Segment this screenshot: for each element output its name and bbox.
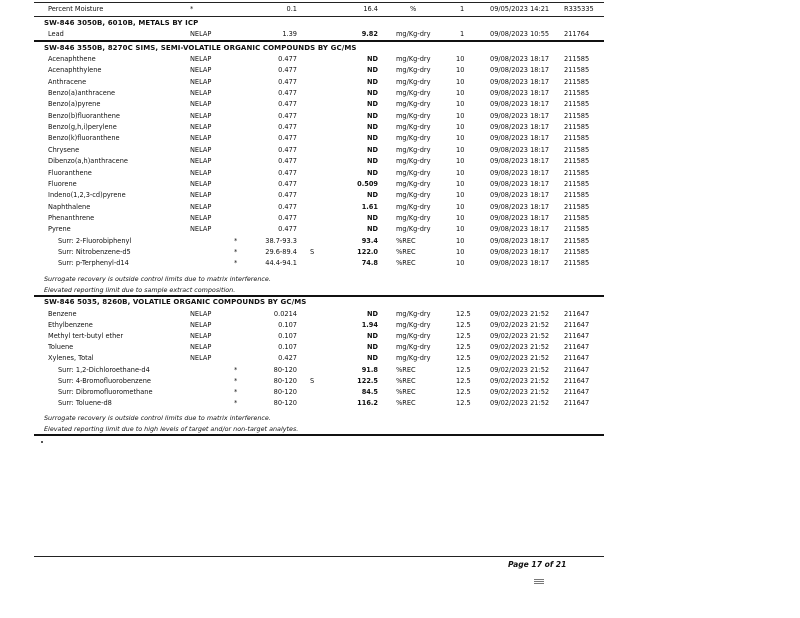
analyte-name: Ethylbenzene [48, 321, 93, 330]
analyte-name: Surr: 1,2-Dichloroethane-d4 [58, 365, 150, 374]
batch-id: 211585 [564, 191, 590, 200]
certification: * [234, 376, 238, 385]
certification: NELAP [190, 111, 212, 120]
certification: NELAP [190, 77, 212, 86]
dilution: 12.5 [456, 343, 471, 352]
result: 0.509 [357, 179, 378, 188]
analysis-date: 09/02/2023 21:52 [490, 354, 550, 363]
batch-id: 211585 [564, 111, 590, 120]
dilution: 1 [460, 5, 465, 13]
units: mg/Kg-dry [396, 66, 431, 75]
analyte-name: Phenanthrene [48, 213, 95, 222]
batch-id: 211585 [564, 100, 590, 109]
units: mg/Kg-dry [396, 145, 431, 154]
table-row [44, 168, 604, 179]
dilution: 1 [460, 30, 465, 38]
result: ND [367, 55, 378, 63]
table-row [44, 156, 604, 167]
certification: NELAP [190, 66, 212, 75]
analyte-name: Surr: Nitrobenzene-d5 [58, 247, 131, 256]
qualifier: S [310, 247, 315, 256]
analysis-date: 09/08/2023 18:17 [490, 89, 550, 98]
analyte-name: Benzo(a)pyrene [48, 100, 101, 109]
section-rule [34, 16, 604, 17]
result: ND [367, 191, 378, 200]
reporting-limit: 0.477 [278, 213, 297, 222]
analyte-name: Benzo(b)fluoranthene [48, 111, 120, 120]
dilution: 10 [456, 191, 465, 200]
batch-id: 211585 [564, 145, 590, 154]
section-rule [34, 40, 604, 42]
result: ND [367, 134, 378, 143]
units: mg/Kg-dry [396, 123, 431, 132]
surrogate-row [44, 236, 604, 247]
analyte-name: Naphthalene [48, 202, 91, 211]
dilution: 10 [456, 55, 465, 63]
table-row [44, 145, 604, 156]
analyte-name: Benzene [48, 310, 77, 318]
dilution: 10 [456, 259, 465, 268]
reporting-limit: 0.477 [278, 157, 297, 166]
reporting-limit: 80-120 [273, 387, 297, 396]
certification: NELAP [190, 225, 212, 234]
units: mg/Kg-dry [396, 225, 431, 234]
analyte-name: Benzo(g,h,i)perylene [48, 123, 117, 132]
batch-id: 211585 [564, 179, 590, 188]
batch-id: 211647 [564, 321, 590, 330]
certification: * [234, 398, 238, 407]
stamp-mark [534, 579, 544, 587]
analyte-name: Dibenzo(a,h)anthracene [48, 157, 128, 166]
dilution: 10 [456, 66, 465, 75]
analyte-name: Indeno(1,2,3-cd)pyrene [48, 191, 126, 200]
result: 1.61 [361, 202, 378, 211]
qualifier: S [310, 376, 315, 385]
dilution: 12.5 [456, 387, 471, 396]
analysis-date: 09/08/2023 18:17 [490, 157, 550, 166]
reporting-limit: 80-120 [273, 376, 297, 385]
analysis-date: 09/05/2023 14:21 [490, 5, 550, 13]
surrogate-row [44, 376, 604, 387]
certification: NELAP [190, 55, 212, 63]
certification: NELAP [190, 310, 212, 318]
analysis-date: 09/08/2023 18:17 [490, 179, 550, 188]
result: ND [367, 343, 378, 352]
result: ND [367, 77, 378, 86]
result: 122.0 [357, 247, 378, 256]
table-row [44, 202, 604, 213]
table-row [44, 77, 604, 88]
batch-id: 211647 [564, 365, 590, 374]
result: 93.4 [361, 236, 378, 245]
dilution: 10 [456, 225, 465, 234]
reporting-limit: 0.477 [278, 66, 297, 75]
analysis-date: 09/02/2023 21:52 [490, 343, 550, 352]
section-rule [34, 295, 604, 297]
result: ND [367, 310, 378, 318]
dilution: 10 [456, 89, 465, 98]
analysis-date: 09/02/2023 21:52 [490, 310, 550, 318]
certification: * [234, 247, 238, 256]
certification: NELAP [190, 179, 212, 188]
table-row [44, 320, 604, 331]
section-title-metals: SW-846 3050B, 6010B, METALS BY ICP [44, 19, 199, 27]
certification: * [234, 259, 238, 268]
analyte-name: Surr: p-Terphenyl-d14 [58, 259, 129, 268]
dilution: 12.5 [456, 365, 471, 374]
batch-id: R335335 [564, 5, 594, 13]
footer-rule [34, 556, 604, 557]
units: mg/Kg-dry [396, 202, 431, 211]
units: mg/Kg-dry [396, 134, 431, 143]
reporting-limit: 0.107 [278, 332, 297, 341]
reporting-limit: 0.477 [278, 134, 297, 143]
analysis-date: 09/08/2023 18:17 [490, 202, 550, 211]
dilution: 12.5 [456, 354, 471, 363]
batch-id: 211585 [564, 213, 590, 222]
footnote: Surrogate recovery is outside control limits due to matrix interference. [44, 275, 271, 283]
reporting-limit: 0.477 [278, 145, 297, 154]
certification: * [234, 236, 238, 245]
analysis-date: 09/02/2023 21:52 [490, 376, 550, 385]
units: mg/Kg-dry [396, 343, 431, 352]
analyte-name: Acenaphthylene [48, 66, 102, 75]
result: 9.82 [361, 30, 378, 38]
dilution: 10 [456, 247, 465, 256]
certification: NELAP [190, 123, 212, 132]
batch-id: 211647 [564, 354, 590, 363]
table-row [44, 88, 604, 99]
units: %REC [396, 247, 416, 256]
certification: NELAP [190, 30, 212, 38]
result: 91.8 [361, 365, 378, 374]
table-row [44, 179, 604, 190]
certification: NELAP [190, 191, 212, 200]
units: mg/Kg-dry [396, 213, 431, 222]
analysis-date: 09/02/2023 21:52 [490, 321, 550, 330]
analysis-date: 09/08/2023 18:17 [490, 168, 550, 177]
analyte-name: Surr: Toluene-d8 [58, 398, 112, 407]
batch-id: 211647 [564, 398, 590, 407]
analyte-name: Surr: 2-Fluorobiphenyl [58, 236, 132, 245]
reporting-limit: 0.477 [278, 191, 297, 200]
reporting-limit: 44.4-94.1 [265, 259, 297, 268]
dilution: 10 [456, 157, 465, 166]
reporting-limit: 0.0214 [273, 310, 297, 318]
speck [41, 441, 43, 443]
result: ND [367, 123, 378, 132]
analysis-date: 09/08/2023 18:17 [490, 247, 550, 256]
batch-id: 211585 [564, 77, 590, 86]
dilution: 10 [456, 77, 465, 86]
top-rule [34, 2, 604, 3]
units: mg/Kg-dry [396, 168, 431, 177]
page-number: Page 17 of 21 [508, 560, 567, 569]
units: % [410, 5, 417, 13]
table-row [44, 224, 604, 235]
analysis-date: 09/08/2023 18:17 [490, 77, 550, 86]
section-title-voc: SW-846 5035, 8260B, VOLATILE ORGANIC COMPOUNDS BY GC/MS [44, 298, 307, 306]
reporting-limit: 38.7-93.3 [265, 236, 297, 245]
analysis-date: 09/08/2023 18:17 [490, 191, 550, 200]
dilution: 12.5 [456, 376, 471, 385]
certification: NELAP [190, 332, 212, 341]
certification: NELAP [190, 168, 212, 177]
dilution: 12.5 [456, 321, 471, 330]
table-row [44, 111, 604, 122]
result: ND [367, 168, 378, 177]
batch-id: 211585 [564, 259, 590, 268]
table-row [44, 309, 604, 320]
surrogate-row [44, 387, 604, 398]
footnote: Elevated reporting limit due to sample extract composition. [44, 286, 236, 294]
reporting-limit: 80-120 [273, 398, 297, 407]
result: ND [367, 225, 378, 234]
analyte-name: Fluorene [48, 179, 77, 188]
result: ND [367, 111, 378, 120]
table-row [44, 122, 604, 133]
batch-id: 211647 [564, 387, 590, 396]
result: ND [367, 100, 378, 109]
units: %REC [396, 236, 416, 245]
analysis-date: 09/02/2023 21:52 [490, 387, 550, 396]
table-row [44, 99, 604, 110]
result: ND [367, 66, 378, 75]
units: %REC [396, 365, 416, 374]
analyte-name: Acenaphthene [48, 55, 96, 63]
units: %REC [396, 398, 416, 407]
reporting-limit: 0.427 [278, 354, 297, 363]
result: ND [367, 89, 378, 98]
reporting-limit: 0.477 [278, 179, 297, 188]
result: 74.8 [361, 259, 378, 268]
reporting-limit: 0.477 [278, 89, 297, 98]
units: mg/Kg-dry [396, 332, 431, 341]
batch-id: 211585 [564, 168, 590, 177]
reporting-limit: 0.477 [278, 55, 297, 63]
units: mg/Kg-dry [396, 157, 431, 166]
analyte-name: Chrysene [48, 145, 80, 154]
analyte-name: Anthracene [48, 77, 87, 86]
result: 84.5 [361, 387, 378, 396]
certification: * [234, 365, 238, 374]
batch-id: 211585 [564, 202, 590, 211]
analysis-date: 09/08/2023 10:55 [490, 30, 550, 38]
units: mg/Kg-dry [396, 100, 431, 109]
units: mg/Kg-dry [396, 89, 431, 98]
result: 1.94 [361, 321, 378, 330]
surrogate-row [44, 365, 604, 376]
certification: NELAP [190, 89, 212, 98]
batch-id: 211764 [564, 30, 590, 38]
reporting-limit: 0.477 [278, 111, 297, 120]
certification: NELAP [190, 134, 212, 143]
analysis-date: 09/08/2023 18:17 [490, 123, 550, 132]
analysis-date: 09/08/2023 18:17 [490, 55, 550, 63]
result: ND [367, 145, 378, 154]
table-row [44, 54, 604, 65]
analysis-date: 09/08/2023 18:17 [490, 259, 550, 268]
certification: NELAP [190, 354, 212, 363]
units: mg/Kg-dry [396, 179, 431, 188]
analyte-name: Xylenes, Total [48, 354, 94, 363]
reporting-limit: 0.477 [278, 168, 297, 177]
analyte-name: Pyrene [48, 225, 71, 234]
analysis-date: 09/08/2023 18:17 [490, 145, 550, 154]
reporting-limit: 0.1 [286, 5, 297, 13]
analysis-date: 09/08/2023 18:17 [490, 100, 550, 109]
units: %REC [396, 387, 416, 396]
batch-id: 211647 [564, 310, 590, 318]
certification: * [234, 387, 238, 396]
table-row [44, 29, 604, 40]
units: %REC [396, 259, 416, 268]
dilution: 12.5 [456, 332, 471, 341]
analysis-date: 09/02/2023 21:52 [490, 332, 550, 341]
footnote: Elevated reporting limit due to high levels of target and/or non-target analytes. [44, 425, 299, 433]
certification: NELAP [190, 145, 212, 154]
reporting-limit: 0.477 [278, 77, 297, 86]
table-row [44, 353, 604, 364]
batch-id: 211647 [564, 376, 590, 385]
analyte-name: Benzo(a)anthracene [48, 89, 116, 98]
batch-id: 211585 [564, 55, 590, 63]
dilution: 10 [456, 123, 465, 132]
analysis-date: 09/08/2023 18:17 [490, 134, 550, 143]
units: mg/Kg-dry [396, 55, 431, 63]
analyte-name: Lead [48, 30, 64, 38]
dilution: 12.5 [456, 398, 471, 407]
analysis-date: 09/08/2023 18:17 [490, 66, 550, 75]
units: mg/Kg-dry [396, 191, 431, 200]
analysis-date: 09/02/2023 21:52 [490, 398, 550, 407]
batch-id: 211585 [564, 89, 590, 98]
batch-id: 211585 [564, 66, 590, 75]
certification: NELAP [190, 202, 212, 211]
surrogate-row [44, 398, 604, 409]
units: mg/Kg-dry [396, 310, 431, 318]
dilution: 10 [456, 134, 465, 143]
analysis-date: 09/08/2023 18:17 [490, 213, 550, 222]
section-rule [34, 434, 604, 436]
analyte-name: Benzo(k)fluoranthene [48, 134, 120, 143]
table-row [44, 213, 604, 224]
certification: NELAP [190, 157, 212, 166]
units: mg/Kg-dry [396, 354, 431, 363]
reporting-limit: 0.477 [278, 100, 297, 109]
dilution: 10 [456, 213, 465, 222]
units: mg/Kg-dry [396, 30, 431, 38]
certification: * [190, 5, 194, 13]
dilution: 10 [456, 145, 465, 154]
certification: NELAP [190, 321, 212, 330]
reporting-limit: 1.39 [282, 30, 297, 38]
top-row [44, 4, 604, 15]
dilution: 12.5 [456, 310, 471, 318]
result: 122.5 [357, 376, 378, 385]
certification: NELAP [190, 213, 212, 222]
result: 116.2 [357, 398, 378, 407]
table-row [44, 133, 604, 144]
result: ND [367, 354, 378, 363]
dilution: 10 [456, 202, 465, 211]
analysis-date: 09/08/2023 18:17 [490, 111, 550, 120]
analyte-name: Methyl tert-butyl ether [48, 332, 124, 341]
certification: NELAP [190, 343, 212, 352]
batch-id: 211647 [564, 343, 590, 352]
result: ND [367, 332, 378, 341]
section-title-svoc: SW-846 3550B, 8270C SIMS, SEMI-VOLATILE ORGANIC COMPOUNDS BY GC/MS [44, 44, 357, 52]
units: %REC [396, 376, 416, 385]
reporting-limit: 0.477 [278, 202, 297, 211]
table-row [44, 331, 604, 342]
reporting-limit: 29.6-89.4 [265, 247, 297, 256]
dilution: 10 [456, 111, 465, 120]
dilution: 10 [456, 168, 465, 177]
surrogate-row [44, 247, 604, 258]
footnote: Surrogate recovery is outside control limits due to matrix interference. [44, 414, 271, 422]
reporting-limit: 80-120 [273, 365, 297, 374]
result: ND [367, 157, 378, 166]
analyte-name: Surr: 4-Bromofluorobenzene [58, 376, 151, 385]
table-row [44, 65, 604, 76]
analyte-name: Percent Moisture [48, 5, 104, 13]
analysis-date: 09/08/2023 18:17 [490, 236, 550, 245]
table-row [44, 342, 604, 353]
result: 16.4 [363, 5, 378, 13]
result: ND [367, 213, 378, 222]
dilution: 10 [456, 100, 465, 109]
analyte-name: Toluene [48, 343, 74, 352]
batch-id: 211585 [564, 247, 590, 256]
batch-id: 211647 [564, 332, 590, 341]
batch-id: 211585 [564, 134, 590, 143]
certification: NELAP [190, 100, 212, 109]
reporting-limit: 0.107 [278, 343, 297, 352]
units: mg/Kg-dry [396, 111, 431, 120]
batch-id: 211585 [564, 123, 590, 132]
units: mg/Kg-dry [396, 321, 431, 330]
analysis-date: 09/08/2023 18:17 [490, 225, 550, 234]
batch-id: 211585 [564, 225, 590, 234]
analyte-name: Surr: Dibromofluoromethane [58, 387, 153, 396]
reporting-limit: 0.477 [278, 123, 297, 132]
table-row [44, 190, 604, 201]
analyte-name: Fluoranthene [48, 168, 92, 177]
reporting-limit: 0.107 [278, 321, 297, 330]
surrogate-row [44, 258, 604, 269]
units: mg/Kg-dry [396, 77, 431, 86]
dilution: 10 [456, 236, 465, 245]
batch-id: 211585 [564, 236, 590, 245]
analysis-date: 09/02/2023 21:52 [490, 365, 550, 374]
dilution: 10 [456, 179, 465, 188]
batch-id: 211585 [564, 157, 590, 166]
reporting-limit: 0.477 [278, 225, 297, 234]
